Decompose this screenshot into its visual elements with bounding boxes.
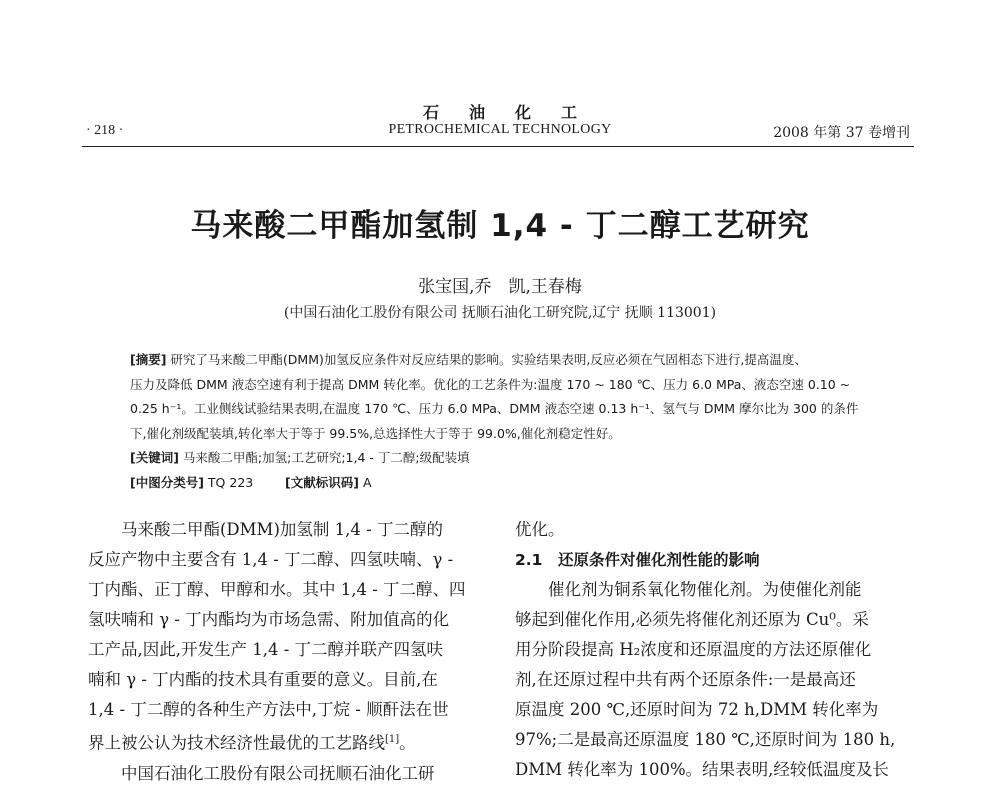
body-line: DMM 转化率为 100%。结果表明,经较低温度及长 <box>515 760 889 779</box>
abstract-line <box>130 348 870 373</box>
abstract-text: 研究了马来酸二甲酯(DMM)加氢反应条件对反应结果的影响。实验结果表明,反应必须在气固相态下进行,提高温度、 <box>170 352 807 367</box>
abstract-line: 下,催化剂级配装填,转化率大于等于 99.5%,总选择性大于等于 99.0%,催化剂稳定性好。 <box>130 425 621 441</box>
body-line: 催化剂为铜系氧化物催化剂。为使催化剂能 <box>548 580 862 599</box>
classification-line <box>130 471 870 496</box>
journal-title-cn: 石油化工 <box>422 103 607 122</box>
body-line: 中国石油化工股份有限公司抚顺石油化工研 <box>121 763 435 783</box>
body-line: 马来酸二甲酯(DMM)加氢制 1,4 - 丁二醇的 <box>121 520 443 539</box>
keywords: 马来酸二甲酯;加氢;工艺研究;1,4 - 丁二醇;级配装填 <box>182 450 470 465</box>
paper-title: 马来酸二甲酯加氢制 1,4 - 丁二醇工艺研究 <box>190 208 810 244</box>
abstract-line: 压力及降低 DMM 液态空速有利于提高 DMM 转化率。优化的工艺条件为:温度 170 ~ 180 ℃、压力 6.0 MPa、液态空速 0.10 ~ <box>130 376 851 392</box>
body-right-column <box>515 515 915 785</box>
abstract-label: [摘要] <box>130 352 167 367</box>
keywords-label: [关键词] <box>130 450 179 465</box>
authors: 张宝国,乔 凯,王春梅 <box>418 277 582 297</box>
body-line: 氢呋喃和 γ - 丁内酯均为市场急需、附加值高的化 <box>88 610 450 629</box>
body-left-column <box>88 515 488 789</box>
body-text: 。 <box>399 733 416 753</box>
citation-ref: [1] <box>385 734 400 745</box>
body-text: 界上被公认为技术经济性最优的工艺路线 <box>88 733 385 753</box>
body-line: 97%;二是最高还原温度 180 ℃,还原时间为 180 h, <box>515 730 896 749</box>
body-line: 原温度 200 ℃,还原时间为 72 h,DMM 转化率为 <box>515 700 879 719</box>
body-line: 反应产物中主要含有 1,4 - 丁二醇、四氢呋喃、γ - <box>88 550 454 569</box>
page-number: · 218 · <box>86 123 124 138</box>
issue-info: 2008 年第 37 卷增刊 <box>773 125 910 141</box>
doc-code-label: [文献标识码] <box>285 474 359 490</box>
body-line: 够起到催化作用,必须先将催化剂还原为 Cu⁰。采 <box>515 610 869 629</box>
class-value: TQ 223 <box>207 474 254 490</box>
affiliation: (中国石油化工股份有限公司 抚顺石油化工研究院,辽宁 抚顺 113001) <box>283 305 717 321</box>
doc-code-value: A <box>362 474 372 490</box>
class-label: [中图分类号] <box>130 474 204 490</box>
section-heading: 2.1 还原条件对催化剂性能的影响 <box>515 551 760 569</box>
journal-title-en: PETROCHEMICAL TECHNOLOGY <box>388 122 612 137</box>
abstract-line: 0.25 h⁻¹。工业侧线试验结果表明,在温度 170 ℃、压力 6.0 MPa、DMM 液态空速 0.13 h⁻¹、氢气与 DMM 摩尔比为 300 的条件 <box>130 401 859 416</box>
body-line: 喃和 γ - 丁内酯的技术具有重要的意义。目前,在 <box>88 670 438 689</box>
abstract <box>130 348 870 495</box>
body-line: 1,4 - 丁二醇的各种生产方法中,丁烷 - 顺酐法在世 <box>88 700 449 719</box>
body-line: 优化。 <box>515 520 565 539</box>
body-line: 丁内酯、正丁醇、甲醇和水。其中 1,4 - 丁二醇、四 <box>88 580 466 599</box>
keywords-line <box>130 446 870 471</box>
body-line <box>88 725 488 759</box>
body-line: 工产品,因此,开发生产 1,4 - 丁二醇并联产四氢呋 <box>88 640 444 659</box>
header-rule <box>82 146 914 147</box>
body-line: 剂,在还原过程中共有两个还原条件:一是最高还 <box>515 670 856 689</box>
body-line: 用分阶段提高 H₂浓度和还原温度的方法还原催化 <box>515 640 872 659</box>
